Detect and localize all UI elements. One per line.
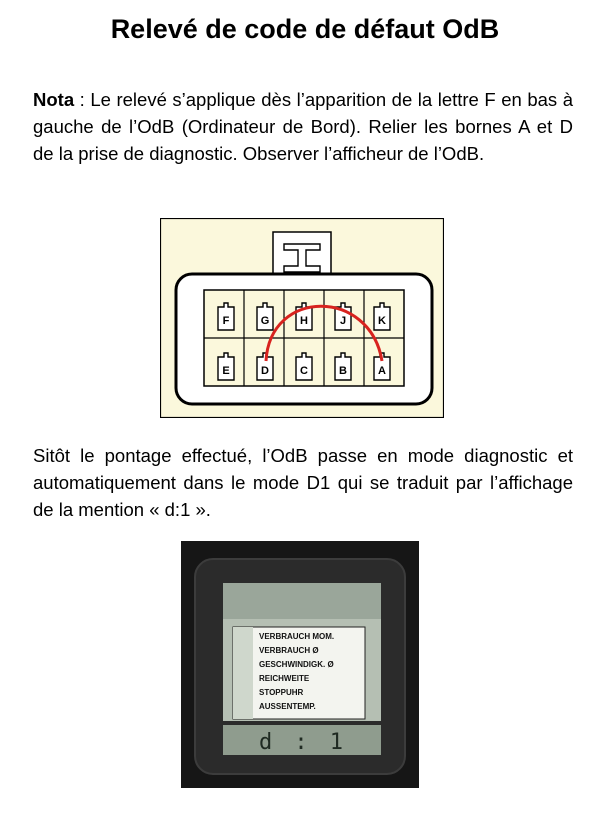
lcd-readout: d:1 bbox=[259, 730, 343, 755]
pin-label-j: J bbox=[339, 315, 347, 327]
pin-label-e: E bbox=[222, 365, 230, 377]
menu-line: GESCHWINDIGK. Ø bbox=[259, 660, 334, 669]
page-title: Relevé de code de défaut OdB bbox=[110, 14, 500, 44]
onboard-computer-photo bbox=[181, 541, 419, 788]
pin-label-d: D bbox=[261, 365, 269, 377]
pin-label-k: K bbox=[378, 315, 386, 327]
nota-label: Nota bbox=[33, 89, 75, 110]
menu-line: REICHWEITE bbox=[259, 674, 310, 683]
menu-line: AUSSENTEMP. bbox=[259, 702, 316, 711]
intro-paragraph bbox=[33, 86, 573, 167]
second-paragraph: Sitôt le pontage effectué, l’OdB passe en mode diagnostic et automatiquement dans le mode D1 qui se traduit par l’affichage de la mention « d:1 ». bbox=[33, 445, 573, 520]
pin-label-f: F bbox=[222, 315, 230, 327]
pin-label-g: G bbox=[260, 315, 270, 327]
diagnostic-connector-diagram bbox=[160, 218, 444, 418]
menu-line: VERBRAUCH MOM. bbox=[259, 632, 335, 641]
menu-side-strip bbox=[233, 627, 253, 719]
menu-line: VERBRAUCH Ø bbox=[259, 646, 319, 655]
pin-label-b: B bbox=[339, 365, 347, 377]
intro-text: Le relevé s’applique dès l’apparition de la lettre F en bas à gauche de l’OdB (Ordinateur de Bord). Relier les bornes A et D de la prise de diagnostic. Observer l’afficheur de l’OdB. bbox=[33, 89, 574, 164]
pin-label-c: C bbox=[300, 365, 308, 377]
pin-label-h: H bbox=[300, 315, 308, 327]
pin-label-a: A bbox=[378, 365, 386, 377]
menu-line: STOPPUHR bbox=[259, 688, 304, 697]
nota-separator: : bbox=[74, 89, 91, 110]
